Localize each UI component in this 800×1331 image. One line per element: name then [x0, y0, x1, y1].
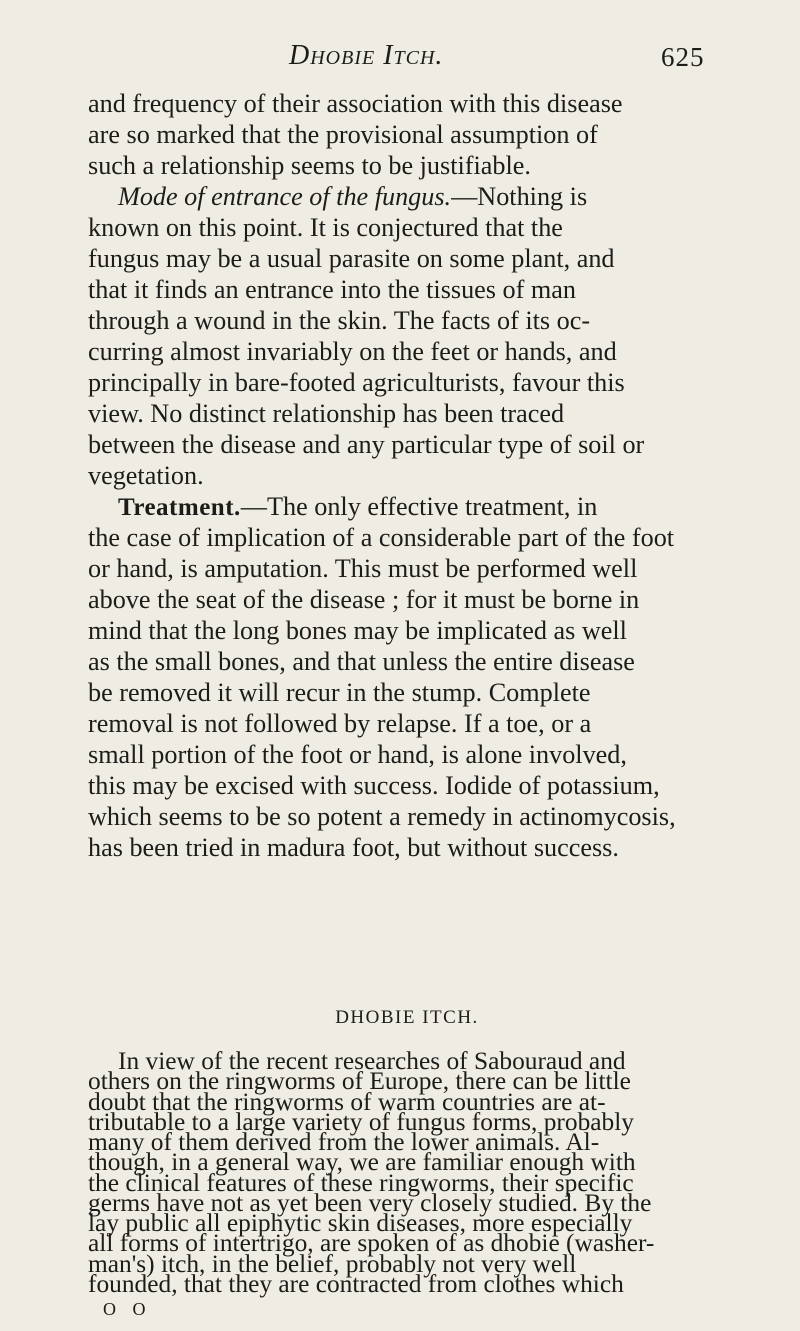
page-number: 625: [661, 42, 705, 72]
text-line: many of them derived from the lower animals. Al-: [88, 1128, 600, 1156]
text-line: fungus may be a usual parasite on some plant, and: [88, 244, 615, 273]
running-title: Dhobie Itch.: [289, 40, 444, 71]
text-line: above the seat of the disease ; for it must be borne in: [88, 585, 640, 614]
text-line: man's) itch, in the belief, probably not very well: [88, 1250, 577, 1278]
text-line: as the small bones, and that unless the entire disease: [88, 647, 635, 676]
text-line: this may be excised with success. Iodide of potassium,: [88, 771, 660, 800]
running-head: [0, 38, 800, 78]
text-line: vegetation.: [88, 461, 204, 490]
side-heading-mode-of-entrance: Mode of entrance of the fungus.: [118, 182, 452, 211]
text-line: small portion of the foot or hand, is alone involved,: [88, 740, 627, 769]
text-line: tributable to a large variety of fungus forms, probably: [88, 1108, 634, 1136]
text-line: be removed it will recur in the stump. Complete: [88, 678, 591, 707]
text-fragment: —Nothing is: [451, 182, 588, 211]
paragraph-first-line: [118, 491, 597, 524]
text-line: the case of implication of a considerable part of the foot: [88, 523, 675, 552]
section-heading: DHOBIE ITCH.: [335, 1007, 479, 1028]
text-line: founded, that they are contracted from clothes which: [88, 1270, 624, 1298]
text-line: between the disease and any particular type of soil or: [88, 430, 645, 459]
side-heading-treatment: Treatment.: [118, 494, 241, 521]
text-line: or hand, is amputation. This must be performed well: [88, 554, 638, 583]
text-line: lay public all epiphytic skin diseases, more especially: [88, 1209, 633, 1237]
text-line: In view of the recent researches of Sabouraud and: [118, 1047, 626, 1075]
text-line: mind that the long bones may be implicated as well: [88, 616, 627, 645]
text-line: which seems to be so potent a remedy in actinomycosis,: [88, 802, 676, 831]
text-line: view. No distinct relationship has been traced: [88, 399, 565, 428]
text-fragment: —The only effective treatment, in: [240, 492, 598, 521]
text-line: has been tried in madura foot, but without success.: [88, 833, 619, 862]
text-line: are so marked that the provisional assumption of: [88, 120, 598, 149]
paragraph-first-line: [118, 181, 587, 213]
text-line: that it finds an entrance into the tissues of man: [88, 275, 576, 304]
text-line: curring almost invariably on the feet or hands, and: [88, 337, 617, 366]
signature-mark: O O: [103, 1299, 152, 1319]
text-line: doubt that the ringworms of warm countries are at-: [88, 1088, 606, 1116]
text-line: and frequency of their association with this disease: [88, 89, 623, 118]
text-line: all forms of intertrigo, are spoken of as dhobie (washer-: [88, 1229, 655, 1257]
text-line: others on the ringworms of Europe, there can be little: [88, 1067, 631, 1095]
text-line: known on this point. It is conjectured that the: [88, 213, 563, 242]
text-line: the clinical features of these ringworms, their specific: [88, 1169, 634, 1197]
text-line: germs have not as yet been very closely studied. By the: [88, 1189, 652, 1217]
text-line: principally in bare-footed agriculturists, favour this: [88, 368, 625, 397]
text-line: through a wound in the skin. The facts of its oc-: [88, 306, 591, 335]
text-line: though, in a general way, we are familiar enough with: [88, 1148, 636, 1176]
text-line: such a relationship seems to be justifiable.: [88, 151, 531, 180]
text-line: removal is not followed by relapse. If a toe, or a: [88, 709, 592, 738]
